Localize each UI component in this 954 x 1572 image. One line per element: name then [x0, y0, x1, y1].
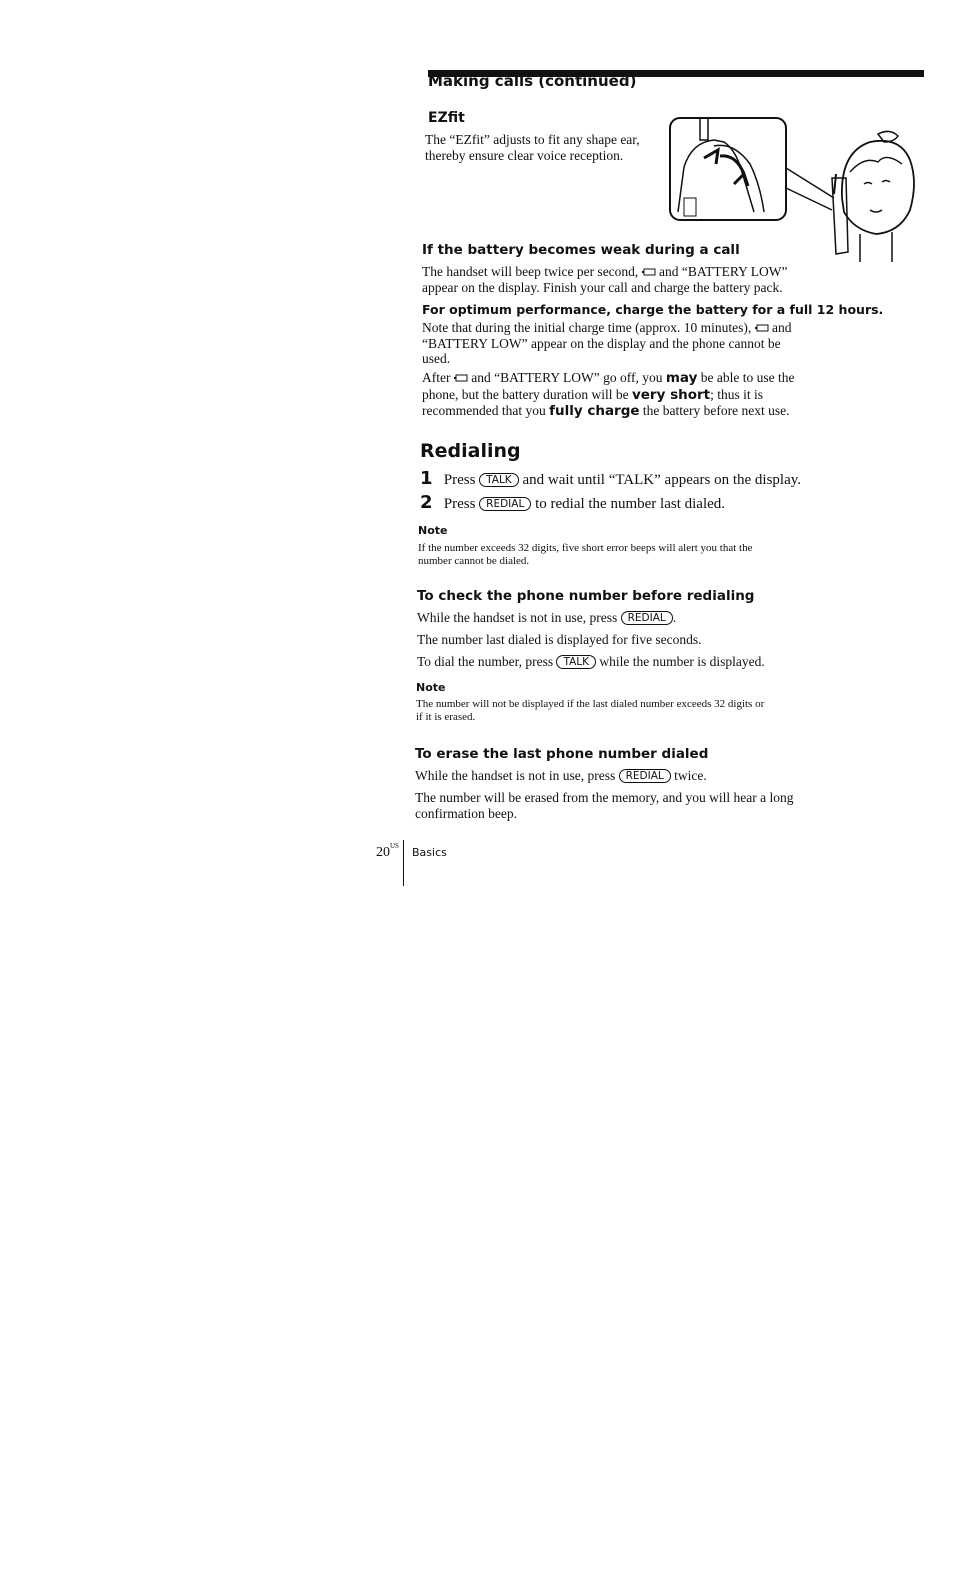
- battery-paragraph-2: Note that during the initial charge time (approx. 10 minutes), and “BATTERY LOW” appear on the display and the phone cannot be used.: [422, 320, 792, 366]
- ezfit-heading: EZfit: [428, 110, 465, 126]
- erase-line-2: The number will be erased from the memory, and you will hear a long confirmation beep.: [415, 790, 794, 821]
- check-line-1: While the handset is not in use, press REDIAL .: [417, 610, 677, 625]
- ezfit-text: The “EZfit” adjusts to fit any shape ear, thereby ensure clear voice reception.: [425, 132, 640, 163]
- redialing-step-2: 2 Press REDIAL to redial the number last dialed.: [420, 492, 726, 513]
- check-line-2: The number last dialed is displayed for five seconds.: [417, 632, 702, 647]
- note-text: If the number exceeds 32 digits, five short error beeps will alert you that the number cannot be dialed.: [418, 542, 753, 567]
- battery-paragraph-3: After and “BATTERY LOW” go off, you may be able to use the phone, but the battery duration will be very short; thus it is recommended that you fully charge the battery before next use.: [422, 370, 795, 419]
- note-text: The number will not be displayed if the last dialed number exceeds 32 digits or if it is erased.: [416, 698, 765, 723]
- note-label: Note: [416, 681, 446, 694]
- battery-heading: If the battery becomes weak during a call: [422, 242, 740, 258]
- check-heading: To check the phone number before redialing: [417, 588, 755, 604]
- check-line-3: To dial the number, press TALK while the number is displayed.: [417, 654, 765, 669]
- section-title: Making calls (continued): [428, 72, 637, 90]
- battery-low-icon: [642, 264, 656, 280]
- erase-line-1: While the handset is not in use, press REDIAL twice.: [415, 768, 707, 783]
- note-label: Note: [418, 524, 448, 537]
- battery-low-icon: [454, 370, 468, 386]
- battery-paragraph-1: The handset will beep twice per second, and “BATTERY LOW” appear on the display. Finish your call and charge the battery pack.: [422, 264, 788, 295]
- talk-key: TALK: [479, 473, 519, 487]
- erase-heading: To erase the last phone number dialed: [415, 746, 709, 762]
- footer-divider: [403, 840, 404, 886]
- redialing-step-1: 1 Press TALK and wait until “TALK” appears on the display.: [420, 468, 802, 489]
- battery-charge-tip: For optimum performance, charge the battery for a full 12 hours.: [422, 302, 884, 317]
- page-number: $20^{US}$: [376, 842, 399, 860]
- footer-section-label: Basics: [412, 846, 447, 859]
- redial-key: REDIAL: [621, 611, 673, 625]
- battery-low-icon: [755, 320, 769, 336]
- redial-key: REDIAL: [479, 497, 531, 511]
- talk-key: TALK: [556, 655, 596, 669]
- redialing-heading: Redialing: [420, 440, 521, 462]
- redial-key: REDIAL: [619, 769, 671, 783]
- ezfit-illustration: [664, 112, 924, 262]
